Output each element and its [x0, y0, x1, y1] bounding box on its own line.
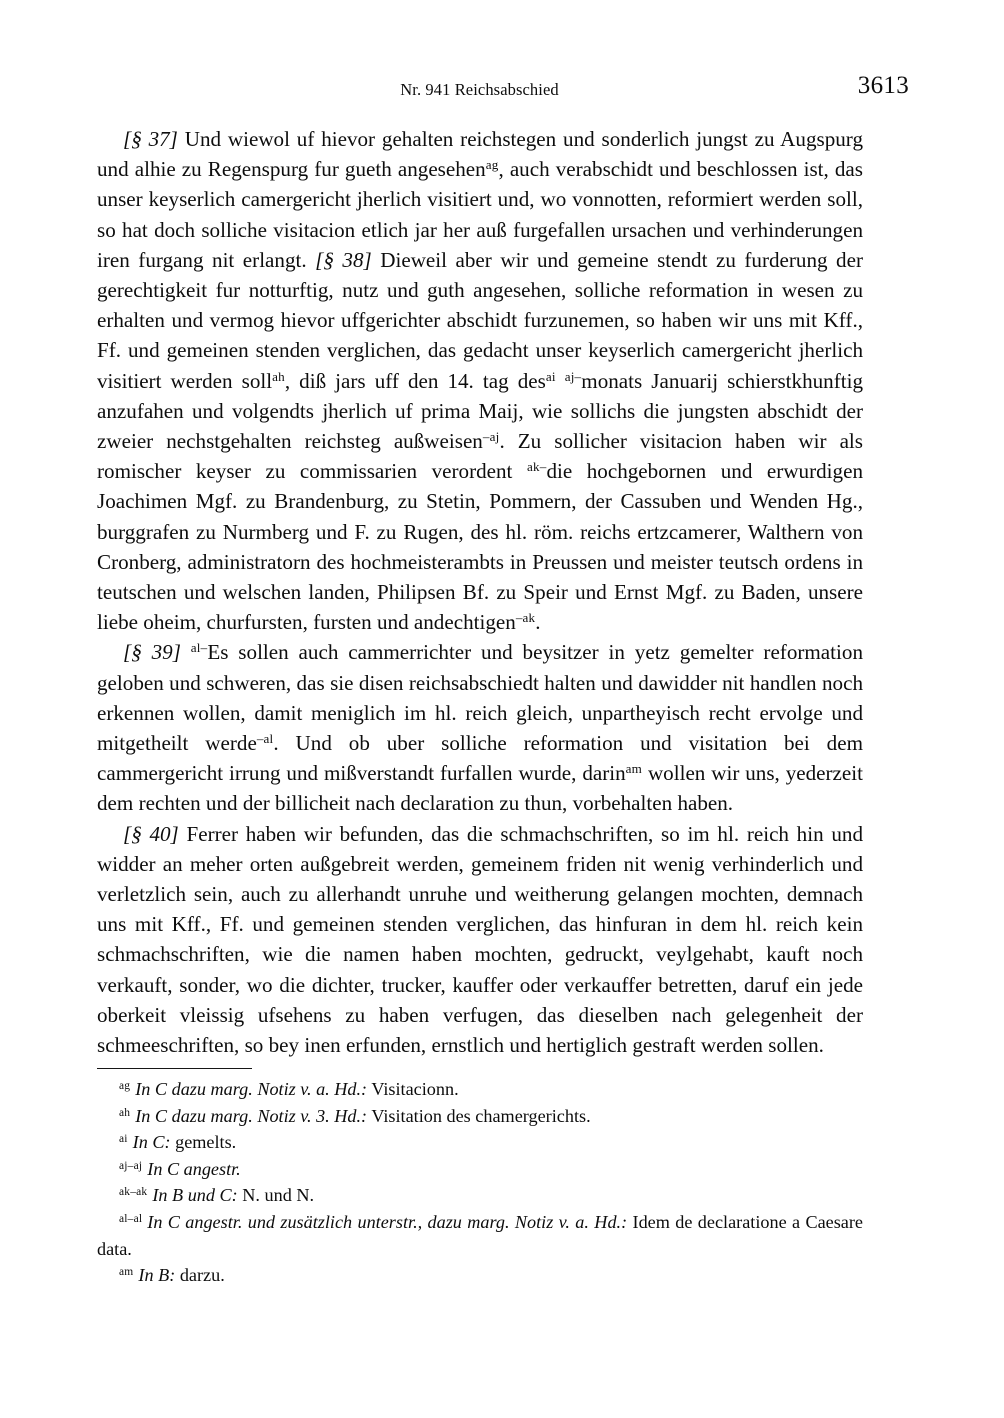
footnote-ag — [97, 1076, 863, 1103]
footnote-ref-ak-close: –ak — [515, 610, 536, 626]
footnote-reading: Visitation des chamergerichts. — [371, 1105, 591, 1126]
paragraph-section-40: [§ 40] Ferrer haben wir befunden, das die schmachschriften, so im hl. reich hin und widder an meher orten außgebreit werden, gemeinem friden nit wenig verhinderlich und verletzlich sein, auch zu allerhandt unruhe und weitherung gelangen mochten, demnach uns mit Kff., Ff. und gemeinen stenden verglichen, das hinfuran in dem hl. reich kein schmachschriften, wie die namen haben mochten, gedruckt, veylgehabt, kauft noch verkauft, sonder, wo die dichter, trucker, kauffer oder verkauffer betretten, daruf ein jede oberkeit vleissig ufsehens zu haben verfugen, das dieselben nach gelegenheit der schmeeschriften, so bey inen erfunden, ernstlich und hertiglich gestraft werden sollen. — [97, 821, 863, 1058]
section-mark-38: [§ 38] — [315, 247, 372, 272]
footnote-ref-am: am — [625, 761, 643, 777]
footnote-source: In B und C: — [152, 1185, 238, 1206]
footnote-label: aj–aj — [119, 1159, 143, 1172]
footnote-label: ah — [119, 1106, 131, 1119]
footnote-aj — [97, 1156, 863, 1183]
section-mark-40: [§ 40] — [123, 821, 179, 846]
footnote-ak — [97, 1182, 863, 1209]
footnote-label: ak–ak — [119, 1186, 148, 1199]
footnote-source: In B: — [138, 1265, 176, 1286]
footnote-ref-ak-open: ak– — [526, 459, 547, 475]
footnote-al — [97, 1209, 863, 1262]
footnote-label: am — [119, 1266, 134, 1279]
footnote-source: In C angestr. und zusätzlich unterstr., dazu marg. Notiz v. a. Hd.: — [147, 1211, 628, 1232]
footnote-am — [97, 1262, 863, 1289]
footnote-ref-al-close: –al — [256, 731, 274, 747]
footnote-ref-ag: ag — [485, 157, 499, 173]
footnote-ref-al-open: al– — [190, 640, 208, 656]
page-number: 3613 — [857, 72, 909, 99]
footnote-apparatus — [97, 1076, 863, 1289]
paragraph-section-39: [§ 39] $^{al-}$Es sollen auch cammerrichter und beysitzer in yetz gemelter reformation geloben und schweren, das sie disen reichsabschiedt halten und dawidder nit handlen noch erkennen wollen, damit meniglich im hl. reich gleich, unpartheyisch recht ervolge und mitgetheilt werde$^{-al}$. Und ob uber solliche reformation und visitation bei dem cammergericht irrung und mißverstandt furfallen wurde, darin$^{am}$ wollen wir uns, yederzeit dem rechten und der billicheit nach declaration zu thun, vorbehalten haben. — [97, 640, 863, 816]
footnote-ref-aj-open: aj– — [564, 368, 582, 384]
body-text-block — [97, 124, 863, 1060]
footnote-source: In C dazu marg. Notiz v. a. Hd.: — [135, 1079, 368, 1099]
footnote-ah — [97, 1103, 863, 1130]
footnote-label: al–al — [119, 1213, 143, 1226]
footnote-reading: Visitacionn. — [371, 1079, 459, 1099]
footnote-reading: gemelts. — [175, 1132, 237, 1153]
footnote-ref-ah: ah — [272, 368, 285, 384]
running-head-title: Nr. 941 Reichsabschied — [400, 80, 559, 99]
footnote-label: ag — [119, 1080, 131, 1093]
section-mark-37: [§ 37] — [123, 127, 178, 151]
running-head — [97, 72, 909, 106]
footnote-source: In C dazu marg. Notiz v. 3. Hd.: — [135, 1105, 368, 1126]
footnote-source: In C angestr. — [147, 1158, 241, 1179]
footnote-reading: darzu. — [179, 1265, 225, 1286]
footnote-reading: Idem de declaratione a Caesare data. — [97, 1211, 863, 1259]
footnote-source: In C: — [132, 1132, 171, 1153]
footnote-ai — [97, 1129, 863, 1156]
footnote-label: ai — [119, 1133, 128, 1146]
footnote-ref-ai: ai — [545, 368, 556, 384]
section-mark-39: [§ 39] — [123, 640, 181, 665]
paragraph-section-37-38: [§ 37] Und wiewol uf hievor gehalten reichstegen und sonderlich jungst zu Augspurg und alhie zu Regenspurg fur gueth angesehen$^{ag}$, auch verabschidt und beschlossen ist, das unser keyserlich camergericht jherlich visitiert und, wo vonnotten, reformiert werden soll, so hat doch solliche visitacion etlich jar her auß furgefallen ursachen und verhinderungen iren furgang nit erlangt. [§ 38] Dieweil aber wir und gemeine stendt zu furderung der gerechtigkeit fur notturftig, nutz und guth angesehen, solliche reformation in wesen zu erhalten und vermog hievor uffgerichter abschidt furzunemen, so haben wir uns mit Kff., Ff. und gemeinen stenden verglichen, das gedacht unser keyserlich camergericht jherlich visitiert werden soll$^{ah}$, diß jars uff den 14. tag des$^{ai}$ $^{aj-}$monats Januarij schierstkhunftig anzufahen und volgendts jherlich uf prima Maij, wie sollichs die jungsten abschidt der zweier nechstgehalten reichsteg außweisen$^{-aj}$. Zu sollicher visitacion haben wir als romischer keyser zu commissarien verordent $^{ak-}$die hochgebornen und erwurdigen Joachimen Mgf. zu Brandenburg, zu Stetin, Pommern, der Cassuben und Wenden Hg., burggrafen zu Nurmberg und F. zu Rugen, des hl. röm. reichs ertzcamerer, Walthern von Cronberg, administratorn des hochmeisterambts in Preussen und meister teutsch ordens in teutschen und welschen landen, Philipsen Bf. zu Speir und Ernst Mgf. zu Baden, unsere liebe oheim, churfursten, fursten und andechtigen$^{-ak}$. — [97, 127, 864, 635]
footnote-ref-aj-close: –aj — [482, 429, 500, 445]
footnote-separator-rule — [97, 1068, 252, 1069]
footnote-reading: N. und N. — [242, 1185, 315, 1206]
